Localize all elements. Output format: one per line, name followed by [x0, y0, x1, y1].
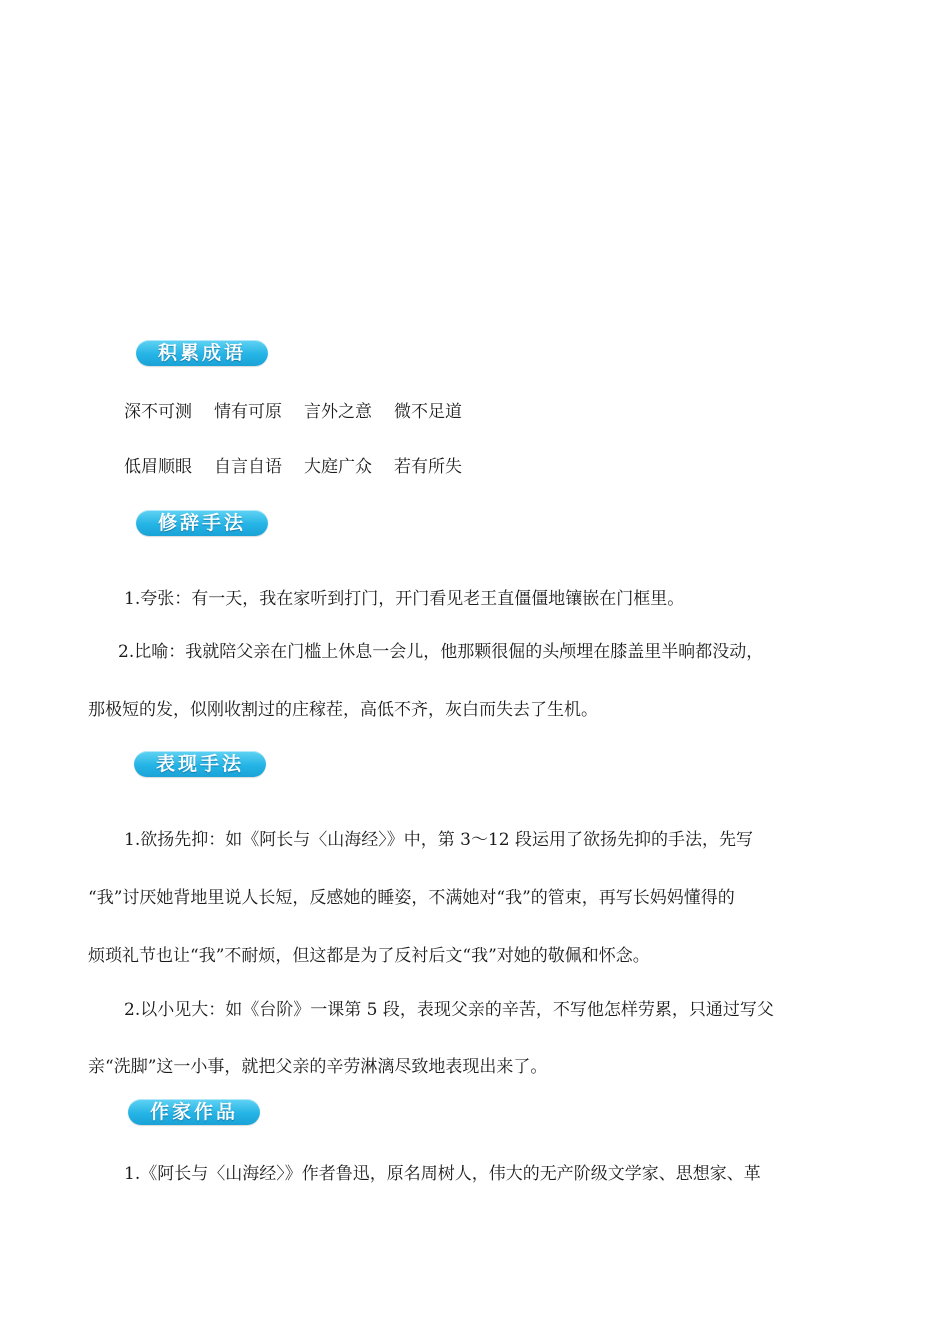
idiom-item: 言外之意 — [304, 402, 372, 422]
rhetoric-line-2: 2.比喻：我就陪父亲在门槛上休息一会儿，他那颗很倔的头颅埋在膝盖里半晌都没动， — [118, 642, 764, 662]
idiom-item: 低眉顺眼 — [124, 457, 192, 477]
expression-line-3: 烦琐礼节也让“我”不耐烦，但这都是为了反衬后文“我”对她的敬佩和怀念。 — [88, 946, 650, 966]
idiom-item: 自言自语 — [214, 457, 282, 477]
idiom-item: 大庭广众 — [304, 457, 372, 477]
section-badge-expression: 表现手法 — [134, 751, 266, 777]
section-badge-works: 作家作品 — [128, 1099, 260, 1125]
rhetoric-line-3: 那极短的发，似刚收割过的庄稼茬，高低不齐，灰白而失去了生机。 — [88, 700, 598, 720]
expression-line-2: “我”讨厌她背地里说人长短，反感她的睡姿，不满她对“我”的管束，再写长妈妈懂得的 — [88, 888, 735, 908]
expression-line-5: 亲“洗脚”这一小事，就把父亲的辛劳淋漓尽致地表现出来了。 — [88, 1057, 548, 1077]
idiom-row-2 — [124, 455, 484, 479]
idiom-item: 微不足道 — [394, 402, 462, 422]
section-badge-rhetoric: 修辞手法 — [136, 510, 268, 536]
idiom-item: 情有可原 — [214, 402, 282, 422]
expression-line-4: 2.以小见大：如《台阶》一课第 5 段，表现父亲的辛苦，不写他怎样劳累，只通过写父 — [124, 1000, 774, 1020]
expression-line-1: 1.欲扬先抑：如《阿长与〈山海经〉》中，第 3～12 段运用了欲扬先抑的手法，先写 — [124, 830, 753, 850]
section-badge-idioms: 积累成语 — [136, 340, 268, 366]
idiom-item: 深不可测 — [124, 402, 192, 422]
idiom-row-1 — [124, 400, 484, 424]
works-line-1: 1.《阿长与〈山海经〉》作者鲁迅，原名周树人，伟大的无产阶级文学家、思想家、革 — [124, 1164, 761, 1184]
rhetoric-line-1: 1.夸张：有一天，我在家听到打门，开门看见老王直僵僵地镶嵌在门框里。 — [124, 589, 685, 609]
idiom-item: 若有所失 — [394, 457, 462, 477]
